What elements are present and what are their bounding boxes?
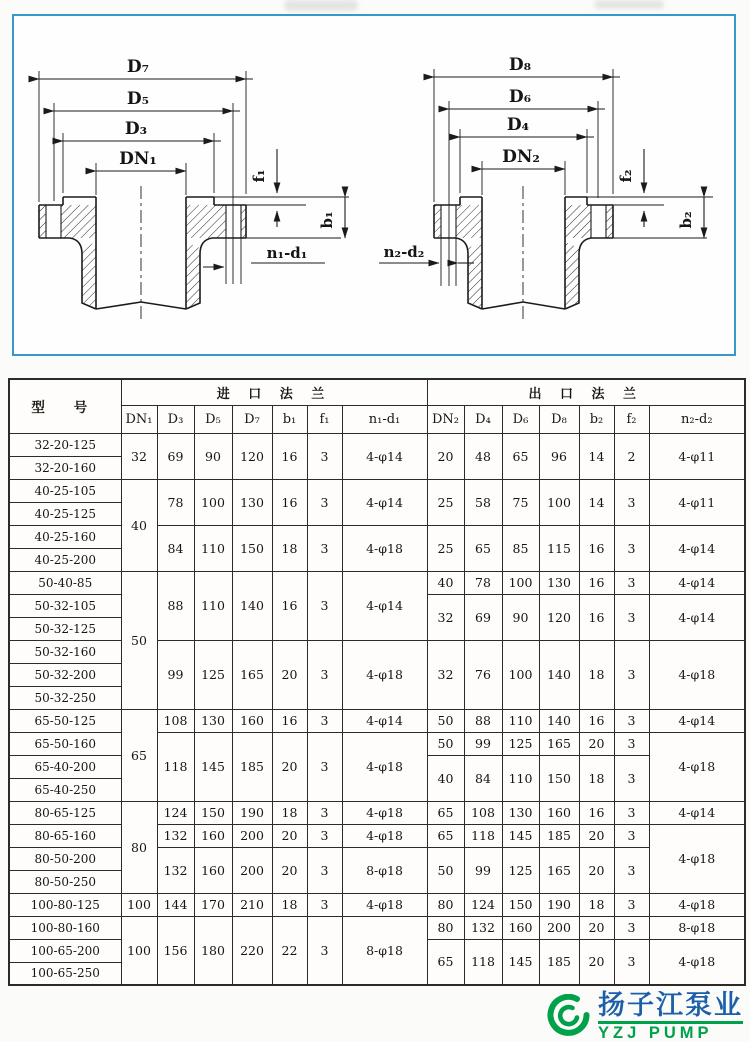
model-cell: 50-32-200	[9, 663, 121, 686]
value-cell: 3	[614, 801, 649, 824]
model-cell: 50-32-160	[9, 640, 121, 663]
dim-label-d4: D₄	[506, 115, 530, 135]
model-cell: 40-25-125	[9, 502, 121, 525]
value-cell: 100	[502, 640, 539, 709]
dim-label-d5: D₅	[126, 89, 150, 109]
value-cell: 160	[194, 847, 232, 893]
value-cell: 3	[614, 709, 649, 732]
inlet-flange-group-header: 进 口 法 兰	[121, 379, 427, 405]
value-cell: 65	[427, 801, 464, 824]
value-cell: 3	[614, 479, 649, 525]
value-cell: 84	[464, 755, 502, 801]
value-cell: 4-φ18	[342, 893, 427, 916]
value-cell: 25	[427, 479, 464, 525]
value-cell: 3	[307, 916, 342, 985]
value-cell: 3	[307, 824, 342, 847]
outlet-flange-drawing	[379, 55, 713, 321]
column-header: f₁	[307, 405, 342, 433]
value-cell: 16	[272, 433, 307, 479]
value-cell: 118	[157, 732, 194, 801]
column-header: DN₂	[427, 405, 464, 433]
value-cell: 160	[502, 916, 539, 939]
dim-label-d8: D₈	[508, 55, 532, 75]
flange-spec-table	[8, 378, 746, 986]
dim-label-dn1: DN₁	[119, 149, 157, 169]
value-cell: 132	[157, 847, 194, 893]
value-cell: 125	[194, 640, 232, 709]
value-cell: 40	[121, 479, 157, 571]
value-cell: 16	[272, 709, 307, 732]
value-cell: 84	[157, 525, 194, 571]
value-cell: 125	[502, 732, 539, 755]
value-cell: 110	[194, 571, 232, 640]
value-cell: 50	[427, 847, 464, 893]
flange-diagram-panel	[12, 14, 736, 356]
value-cell: 78	[157, 479, 194, 525]
value-cell: 4-φ18	[649, 640, 745, 709]
model-cell: 50-32-125	[9, 617, 121, 640]
value-cell: 4-φ11	[649, 433, 745, 479]
value-cell: 156	[157, 916, 194, 985]
value-cell: 4-φ14	[649, 801, 745, 824]
value-cell: 160	[539, 801, 579, 824]
dim-label-f1: f₁	[250, 169, 268, 183]
value-cell: 20	[579, 732, 614, 755]
model-cell: 65-40-200	[9, 755, 121, 778]
dim-label-dn2: DN₂	[502, 147, 540, 167]
model-cell: 40-25-200	[9, 548, 121, 571]
table-row	[9, 571, 745, 594]
model-cell: 65-40-250	[9, 778, 121, 801]
value-cell: 18	[272, 893, 307, 916]
model-cell: 80-65-160	[9, 824, 121, 847]
value-cell: 3	[307, 801, 342, 824]
model-cell: 80-50-200	[9, 847, 121, 870]
value-cell: 3	[614, 916, 649, 939]
dim-label-n2d2: n₂-d₂	[383, 243, 425, 261]
value-cell: 4-φ18	[342, 732, 427, 801]
model-cell: 40-25-160	[9, 525, 121, 548]
value-cell: 210	[232, 893, 272, 916]
dim-label-d3: D₃	[124, 119, 148, 139]
value-cell: 50	[427, 732, 464, 755]
value-cell: 16	[579, 594, 614, 640]
value-cell: 132	[157, 824, 194, 847]
value-cell: 130	[502, 801, 539, 824]
table-row	[9, 525, 745, 548]
column-header: D₈	[539, 405, 579, 433]
value-cell: 124	[157, 801, 194, 824]
logo-swirl-icon	[546, 994, 591, 1039]
value-cell: 48	[464, 433, 502, 479]
value-cell: 200	[539, 916, 579, 939]
value-cell: 4-φ18	[649, 824, 745, 893]
value-cell: 160	[232, 709, 272, 732]
value-cell: 108	[464, 801, 502, 824]
value-cell: 65	[502, 433, 539, 479]
logo-chinese-name: 扬子江泵业	[598, 989, 743, 1021]
value-cell: 110	[194, 525, 232, 571]
value-cell: 3	[614, 939, 649, 985]
table-row	[9, 824, 745, 847]
value-cell: 20	[579, 824, 614, 847]
dim-label-d7: D₇	[126, 57, 150, 77]
value-cell: 190	[232, 801, 272, 824]
value-cell: 16	[272, 571, 307, 640]
value-cell: 130	[539, 571, 579, 594]
value-cell: 4-φ18	[649, 732, 745, 801]
value-cell: 18	[272, 525, 307, 571]
value-cell: 80	[427, 916, 464, 939]
value-cell: 78	[464, 571, 502, 594]
scan-artifact	[594, 0, 664, 9]
model-cell: 80-50-250	[9, 870, 121, 893]
table-row	[9, 847, 745, 870]
value-cell: 16	[579, 709, 614, 732]
value-cell: 40	[427, 571, 464, 594]
value-cell: 160	[194, 824, 232, 847]
value-cell: 125	[502, 847, 539, 893]
value-cell: 170	[194, 893, 232, 916]
value-cell: 32	[121, 433, 157, 479]
column-header: b₁	[272, 405, 307, 433]
value-cell: 200	[232, 847, 272, 893]
logo-english-name: YZJ PUMP	[598, 1023, 713, 1042]
value-cell: 3	[614, 824, 649, 847]
value-cell: 3	[614, 893, 649, 916]
dim-label-b2: b₂	[677, 211, 695, 229]
value-cell: 132	[464, 916, 502, 939]
header-group-row	[9, 379, 745, 405]
model-cell: 100-80-125	[9, 893, 121, 916]
value-cell: 3	[614, 640, 649, 709]
column-header: D₇	[232, 405, 272, 433]
value-cell: 118	[464, 824, 502, 847]
model-cell: 40-25-105	[9, 479, 121, 502]
value-cell: 4-φ14	[342, 433, 427, 479]
outlet-flange-group-header: 出 口 法 兰	[427, 379, 745, 405]
value-cell: 144	[157, 893, 194, 916]
scan-artifact	[284, 0, 358, 11]
value-cell: 4-φ18	[649, 893, 745, 916]
value-cell: 32	[427, 640, 464, 709]
column-header: D₃	[157, 405, 194, 433]
value-cell: 108	[157, 709, 194, 732]
value-cell: 40	[427, 755, 464, 801]
value-cell: 3	[307, 433, 342, 479]
value-cell: 100	[121, 916, 157, 985]
value-cell: 120	[232, 433, 272, 479]
model-cell: 32-20-160	[9, 456, 121, 479]
value-cell: 65	[427, 939, 464, 985]
column-header: D₆	[502, 405, 539, 433]
column-header: n₂-d₂	[649, 405, 745, 433]
value-cell: 4-φ14	[342, 571, 427, 640]
inlet-flange-drawing	[32, 57, 349, 321]
value-cell: 185	[539, 824, 579, 847]
company-logo	[546, 989, 743, 1042]
column-header: b₂	[579, 405, 614, 433]
value-cell: 3	[614, 847, 649, 893]
model-cell: 50-32-105	[9, 594, 121, 617]
value-cell: 50	[121, 571, 157, 709]
value-cell: 8-φ18	[342, 916, 427, 985]
table-row	[9, 640, 745, 663]
value-cell: 3	[614, 732, 649, 755]
value-cell: 90	[194, 433, 232, 479]
value-cell: 100	[121, 893, 157, 916]
value-cell: 115	[539, 525, 579, 571]
model-column-header: 型 号	[9, 379, 121, 433]
value-cell: 2	[614, 433, 649, 479]
dim-label-f2: f₂	[617, 169, 635, 183]
value-cell: 20	[272, 824, 307, 847]
value-cell: 185	[232, 732, 272, 801]
model-cell: 65-50-160	[9, 732, 121, 755]
column-header: D₄	[464, 405, 502, 433]
value-cell: 118	[464, 939, 502, 985]
column-header: n₁-d₁	[342, 405, 427, 433]
value-cell: 14	[579, 433, 614, 479]
value-cell: 140	[539, 640, 579, 709]
value-cell: 145	[194, 732, 232, 801]
value-cell: 120	[539, 594, 579, 640]
value-cell: 16	[579, 525, 614, 571]
value-cell: 69	[464, 594, 502, 640]
value-cell: 99	[464, 732, 502, 755]
value-cell: 20	[272, 732, 307, 801]
value-cell: 130	[232, 479, 272, 525]
flange-diagrams-canvas	[14, 16, 736, 352]
model-cell: 50-32-250	[9, 686, 121, 709]
value-cell: 150	[232, 525, 272, 571]
model-cell: 100-65-200	[9, 939, 121, 962]
value-cell: 3	[307, 640, 342, 709]
value-cell: 16	[579, 801, 614, 824]
value-cell: 4-φ14	[342, 709, 427, 732]
model-cell: 100-65-250	[9, 962, 121, 985]
value-cell: 85	[502, 525, 539, 571]
model-cell: 65-50-125	[9, 709, 121, 732]
value-cell: 32	[427, 594, 464, 640]
value-cell: 22	[272, 916, 307, 985]
value-cell: 124	[464, 893, 502, 916]
value-cell: 3	[614, 525, 649, 571]
value-cell: 165	[232, 640, 272, 709]
table-row	[9, 433, 745, 456]
dim-label-b1: b₁	[318, 211, 336, 229]
table-row	[9, 801, 745, 824]
model-cell: 32-20-125	[9, 433, 121, 456]
value-cell: 20	[579, 916, 614, 939]
value-cell: 4-φ14	[649, 594, 745, 640]
value-cell: 165	[539, 732, 579, 755]
value-cell: 3	[614, 571, 649, 594]
value-cell: 69	[157, 433, 194, 479]
value-cell: 16	[579, 571, 614, 594]
value-cell: 65	[121, 709, 157, 801]
table-row	[9, 732, 745, 755]
value-cell: 4-φ18	[649, 939, 745, 985]
value-cell: 3	[307, 847, 342, 893]
value-cell: 4-φ14	[649, 571, 745, 594]
model-cell: 100-80-160	[9, 916, 121, 939]
value-cell: 80	[427, 893, 464, 916]
value-cell: 130	[194, 709, 232, 732]
value-cell: 4-φ11	[649, 479, 745, 525]
value-cell: 100	[539, 479, 579, 525]
dim-label-n1d1: n₁-d₁	[266, 244, 308, 262]
value-cell: 90	[502, 594, 539, 640]
value-cell: 99	[157, 640, 194, 709]
value-cell: 165	[539, 847, 579, 893]
value-cell: 4-φ18	[342, 640, 427, 709]
model-cell: 50-40-85	[9, 571, 121, 594]
value-cell: 110	[502, 755, 539, 801]
value-cell: 140	[539, 709, 579, 732]
table-row	[9, 893, 745, 916]
table-row	[9, 479, 745, 502]
value-cell: 4-φ18	[342, 824, 427, 847]
value-cell: 4-φ14	[649, 525, 745, 571]
value-cell: 200	[232, 824, 272, 847]
column-header: f₂	[614, 405, 649, 433]
value-cell: 140	[232, 571, 272, 640]
value-cell: 88	[464, 709, 502, 732]
value-cell: 16	[272, 479, 307, 525]
value-cell: 18	[272, 801, 307, 824]
value-cell: 3	[307, 571, 342, 640]
value-cell: 76	[464, 640, 502, 709]
value-cell: 100	[194, 479, 232, 525]
dim-label-d6: D₆	[508, 87, 532, 107]
value-cell: 58	[464, 479, 502, 525]
value-cell: 3	[307, 732, 342, 801]
value-cell: 180	[194, 916, 232, 985]
value-cell: 20	[579, 847, 614, 893]
value-cell: 3	[307, 525, 342, 571]
value-cell: 25	[427, 525, 464, 571]
value-cell: 3	[614, 594, 649, 640]
value-cell: 110	[502, 709, 539, 732]
value-cell: 18	[579, 640, 614, 709]
value-cell: 8-φ18	[342, 847, 427, 893]
value-cell: 75	[502, 479, 539, 525]
value-cell: 3	[614, 755, 649, 801]
value-cell: 145	[502, 824, 539, 847]
value-cell: 150	[194, 801, 232, 824]
table-row	[9, 916, 745, 939]
value-cell: 190	[539, 893, 579, 916]
value-cell: 14	[579, 479, 614, 525]
value-cell: 88	[157, 571, 194, 640]
value-cell: 18	[579, 755, 614, 801]
value-cell: 99	[464, 847, 502, 893]
value-cell: 65	[427, 824, 464, 847]
value-cell: 4-φ14	[342, 479, 427, 525]
value-cell: 65	[464, 525, 502, 571]
column-header: D₅	[194, 405, 232, 433]
model-cell: 80-65-125	[9, 801, 121, 824]
value-cell: 3	[307, 709, 342, 732]
value-cell: 150	[539, 755, 579, 801]
value-cell: 4-φ18	[342, 801, 427, 824]
value-cell: 20	[272, 847, 307, 893]
value-cell: 20	[579, 939, 614, 985]
value-cell: 18	[579, 893, 614, 916]
value-cell: 100	[502, 571, 539, 594]
value-cell: 4-φ14	[649, 709, 745, 732]
value-cell: 145	[502, 939, 539, 985]
value-cell: 150	[502, 893, 539, 916]
value-cell: 96	[539, 433, 579, 479]
value-cell: 4-φ18	[342, 525, 427, 571]
value-cell: 20	[427, 433, 464, 479]
value-cell: 3	[307, 479, 342, 525]
value-cell: 80	[121, 801, 157, 893]
value-cell: 3	[307, 893, 342, 916]
column-header: DN₁	[121, 405, 157, 433]
value-cell: 220	[232, 916, 272, 985]
value-cell: 185	[539, 939, 579, 985]
value-cell: 50	[427, 709, 464, 732]
value-cell: 8-φ18	[649, 916, 745, 939]
table-row	[9, 709, 745, 732]
value-cell: 20	[272, 640, 307, 709]
